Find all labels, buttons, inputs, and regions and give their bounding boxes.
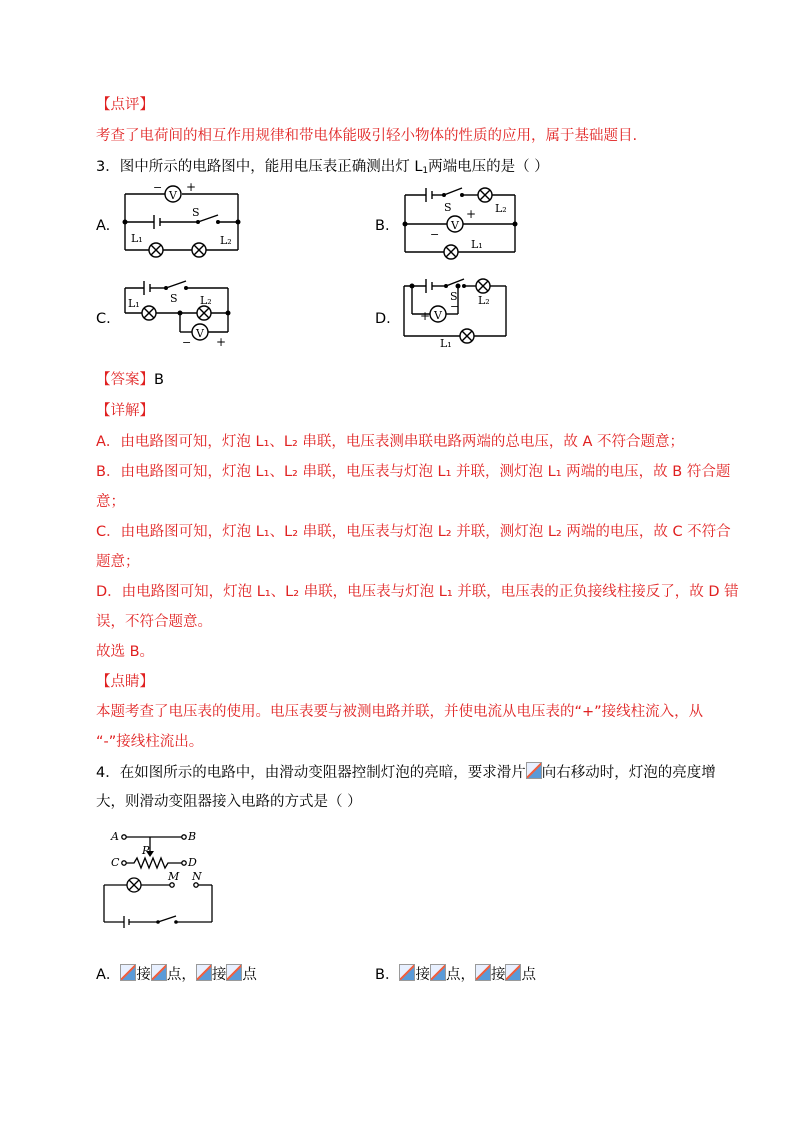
svg-text:V: V xyxy=(196,327,204,340)
voltmeter-label: V xyxy=(169,189,177,202)
svg-text:M: M xyxy=(168,870,180,883)
svg-text:−: − xyxy=(430,228,440,241)
circuit-diagram-b xyxy=(400,180,525,265)
svg-text:L₁: L₁ xyxy=(128,297,140,310)
svg-text:C: C xyxy=(111,856,120,869)
q3-option-c-label: C. xyxy=(96,311,111,327)
xiangjie-conclusion: 故选 B。 xyxy=(96,644,155,660)
broken-image-icon xyxy=(226,964,242,981)
broken-image-icon xyxy=(151,964,167,981)
dianping-text: 考查了电荷间的相互作用规律和带电体能吸引轻小物体的性质的应用，属于基础题目. xyxy=(96,128,638,144)
svg-text:L₂: L₂ xyxy=(478,294,490,307)
dianping-heading: 【点评】 xyxy=(96,97,154,113)
broken-image-icon xyxy=(399,964,415,981)
svg-text:+: + xyxy=(216,335,227,348)
broken-image-icon xyxy=(505,964,521,981)
svg-text:L₂: L₂ xyxy=(200,294,212,307)
q3-option-b-label: B. xyxy=(375,218,390,234)
svg-text:P: P xyxy=(142,844,150,857)
broken-image-icon xyxy=(475,964,491,981)
broken-image-icon xyxy=(526,762,542,779)
svg-text:N: N xyxy=(192,870,202,883)
broken-image-icon xyxy=(196,964,212,981)
svg-text:B: B xyxy=(188,830,197,843)
q4-option-a: A． 接 点， 接 点 xyxy=(96,963,257,984)
broken-image-icon xyxy=(120,964,136,981)
svg-text:+: + xyxy=(186,182,197,194)
q4-option-b: B． 接 点， 接 点 xyxy=(375,963,536,984)
svg-text:S: S xyxy=(192,206,200,219)
circuit-diagram-a xyxy=(120,182,245,262)
svg-text:−: − xyxy=(182,336,192,348)
dianqing-line2: “-”接线柱流出。 xyxy=(96,734,204,750)
svg-text:−: − xyxy=(153,182,163,194)
answer-line: 【答案】B xyxy=(96,372,164,388)
q3-stem: 3．图中所示的电路图中，能用电压表正确测出灯 $L_1$两端电压的是（ ） xyxy=(96,159,549,176)
xiangjie-d1: D．由电路图可知，灯泡 L₁、L₂ 串联，电压表与灯泡 L₁ 并联，电压表的正负接线柱接反了，故 D 错 xyxy=(96,584,739,600)
svg-text:S: S xyxy=(444,201,452,214)
svg-text:+: + xyxy=(466,207,477,221)
xiangjie-b1: B．由电路图可知，灯泡 L₁、L₂ 串联，电压表与灯泡 L₁ 并联，测灯泡 L₁ 两端的电压，故 B 符合题 xyxy=(96,464,731,480)
xiangjie-c1: C．由电路图可知，灯泡 L₁、L₂ 串联，电压表与灯泡 L₂ 并联，测灯泡 L₂ 两端的电压，故 C 不符合 xyxy=(96,524,731,540)
q4-stem-line1: 4．在如图所示的电路中，由滑动变阻器控制灯泡的亮暗，要求滑片 向右移动时，灯泡的亮度增 xyxy=(96,762,716,783)
xiangjie-d2: 误，不符合题意。 xyxy=(96,614,212,630)
svg-text:V: V xyxy=(434,309,442,322)
circuit-diagram-d xyxy=(398,274,523,349)
dianqing-heading: 【点睛】 xyxy=(96,674,154,690)
circuit-diagram-c xyxy=(120,276,245,348)
svg-text:L₂: L₂ xyxy=(495,202,507,215)
q4-stem-line2: 大，则滑动变阻器接入电路的方式是（ ） xyxy=(96,794,362,810)
svg-text:−: − xyxy=(450,300,460,313)
svg-text:L₁: L₁ xyxy=(440,337,452,349)
xiangjie-a: A．由电路图可知，灯泡 L₁、L₂ 串联，电压表测串联电路两端的总电压，故 A 不符合题意； xyxy=(96,434,685,450)
svg-text:A: A xyxy=(111,830,119,843)
svg-text:L₁: L₁ xyxy=(471,238,483,251)
q3-option-d-label: D. xyxy=(375,311,391,327)
q4-circuit-diagram xyxy=(100,825,225,935)
svg-text:D: D xyxy=(188,856,197,869)
q3-option-a-label: A. xyxy=(96,218,111,234)
broken-image-icon xyxy=(430,964,446,981)
dianqing-line1: 本题考查了电压表的使用。电压表要与被测电路并联，并使电流从电压表的“+”接线柱流入，从 xyxy=(96,704,704,720)
svg-text:S: S xyxy=(170,292,178,305)
svg-text:L₂: L₂ xyxy=(220,234,232,247)
svg-text:S: S xyxy=(450,290,458,303)
svg-text:L₁: L₁ xyxy=(131,232,143,245)
svg-text:+: + xyxy=(420,309,431,323)
xiangjie-b2: 意； xyxy=(96,494,125,510)
svg-text:V: V xyxy=(451,219,459,232)
xiangjie-heading: 【详解】 xyxy=(96,403,154,419)
xiangjie-c2: 题意； xyxy=(96,554,140,570)
